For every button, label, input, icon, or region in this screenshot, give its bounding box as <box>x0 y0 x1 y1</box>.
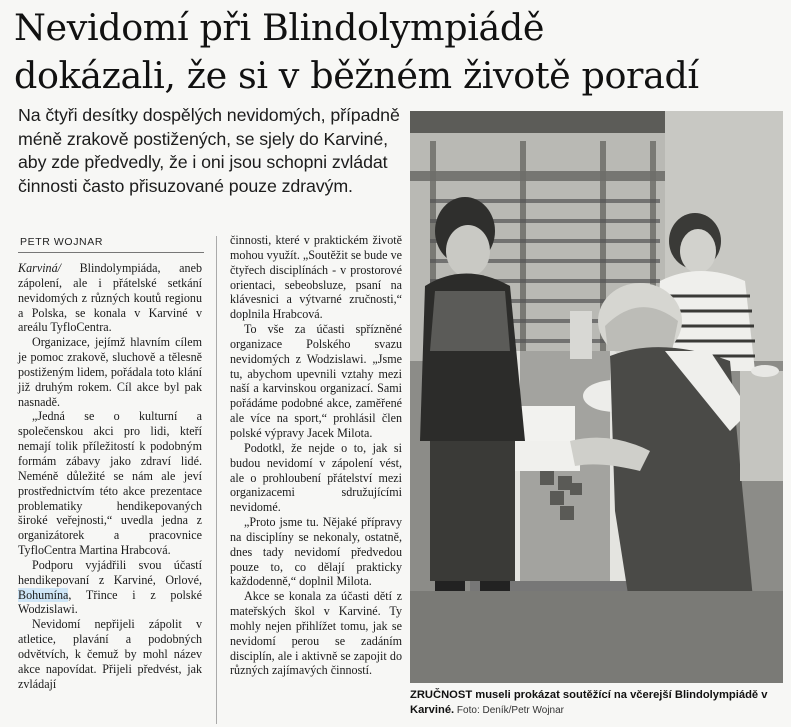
article-photo <box>410 111 783 683</box>
article-byline: PETR WOJNAR <box>20 236 104 248</box>
paragraph-9: „Proto jsme tu. Nějaké přípravy na disciplíny se nekonaly, ostatně, dnes tady nevidomí předvedou pouze to, co dělají prakticky každodenně,“ doplnil Milota. <box>230 515 402 589</box>
caption-text: museli prokázat soutěžící na včerejší Blindolympiádě v Karviné. <box>410 689 768 716</box>
paragraph-1 <box>18 261 202 335</box>
paragraph-2: Organizace, jejímž hlavním cílem je pomoc zrakově, sluchově a tělesně postiženým lidem, pořádala toto klání již druhým rokem. Cíl akce byl pak nasnadě. <box>18 335 202 409</box>
paragraph-3: „Jedná se o kulturní a společenskou akci pro lidi, kteří nemají tolik příležitostí k podobným formám zábavy jako zdraví lidé. Neméně důležité se nám ale jeví prostřednictvím této akce prezentace problematiky hendikepovaných široké veřejnosti,“ uvedla jedna z organizátorek a pracovnice TyfloCentra Martina Hrabcová. <box>18 409 202 558</box>
headline-line-2: dokázali, že si v běžném životě poradí <box>14 54 699 97</box>
article-column-1 <box>18 261 202 691</box>
caption-lead: ZRUČNOST <box>410 689 473 701</box>
paragraph-5: Nevidomí nepřijeli zápolit v atletice, plavání a podobných odvětvích, k čemuž by mohl název akce napovídat. Přijeli předvést, jak zvládají <box>18 617 202 691</box>
article-column-2 <box>230 233 402 678</box>
paragraph-7: To vše za účasti spřízněné organizace Polského svazu nevidomých z Wodzislawi. „Jsme tu, abychom upevnili vztahy mezi naší a karvinskou organizací. Sami pořádáme podobné akce, zaměřené ale více na sport,“ prohlásil člen polské výpravy Jacek Milota. <box>230 322 402 440</box>
column-divider <box>216 236 217 724</box>
paragraph-4-text-a: Podporu vyjádřili svou účastí hendikepovaní z Karviné, Orlové, <box>18 557 202 587</box>
paragraph-6: činnosti, které v praktickém životě mohou využít. „Soutěžit se bude ve čtyřech disciplínách - v prostorové orientaci, sebeobsluze, psaní na klávesnici a výtvarné zručnosti,“ doplnila Hrabcová. <box>230 233 402 322</box>
dateline: Karviná/ <box>18 261 62 275</box>
paragraph-4-text-b: , Třince i z polské Wodzislawi. <box>18 587 202 617</box>
paragraph-8: Podotkl, že nejde o to, jak si budou nevidomí v zápolení vést, ale o prohloubení přátelství mezi organizacemi sdružujícími nevidomé. <box>230 440 402 515</box>
paragraph-4 <box>18 558 202 617</box>
byline-rule <box>18 252 204 253</box>
photo-credit: Foto: Deník/Petr Wojnar <box>454 705 565 716</box>
article-lede: Na čtyři desítky dospělých nevidomých, případně méně zrakově postižených, se sjely do Karviné, aby zde předvedly, že i oni jsou schopni zvládat činnosti často přisuzované pouze zdravým. <box>18 105 400 196</box>
photo-illustration <box>410 111 783 683</box>
paragraph-10: Akce se konala za účasti dětí z mateřských škol v Karviné. Ty mohly nejen přihlížet tomu, jak se nevidomí perou se zadáním disciplín, ale i aktivně se zapojit do různých zajímavých činností. <box>230 589 402 678</box>
headline-line-1: Nevidomí při Blindolympiádě <box>14 6 545 49</box>
paragraph-1-text: Blindolympiáda, aneb zápolení, ale i přátelské setkání nevidomých z různých koutů regionu a Polska, se konala v Karviné v areálu TyfloCentra. <box>18 261 202 335</box>
article-headline <box>14 4 784 100</box>
photo-caption <box>410 688 783 718</box>
highlighted-word: Bohumína <box>18 587 69 602</box>
